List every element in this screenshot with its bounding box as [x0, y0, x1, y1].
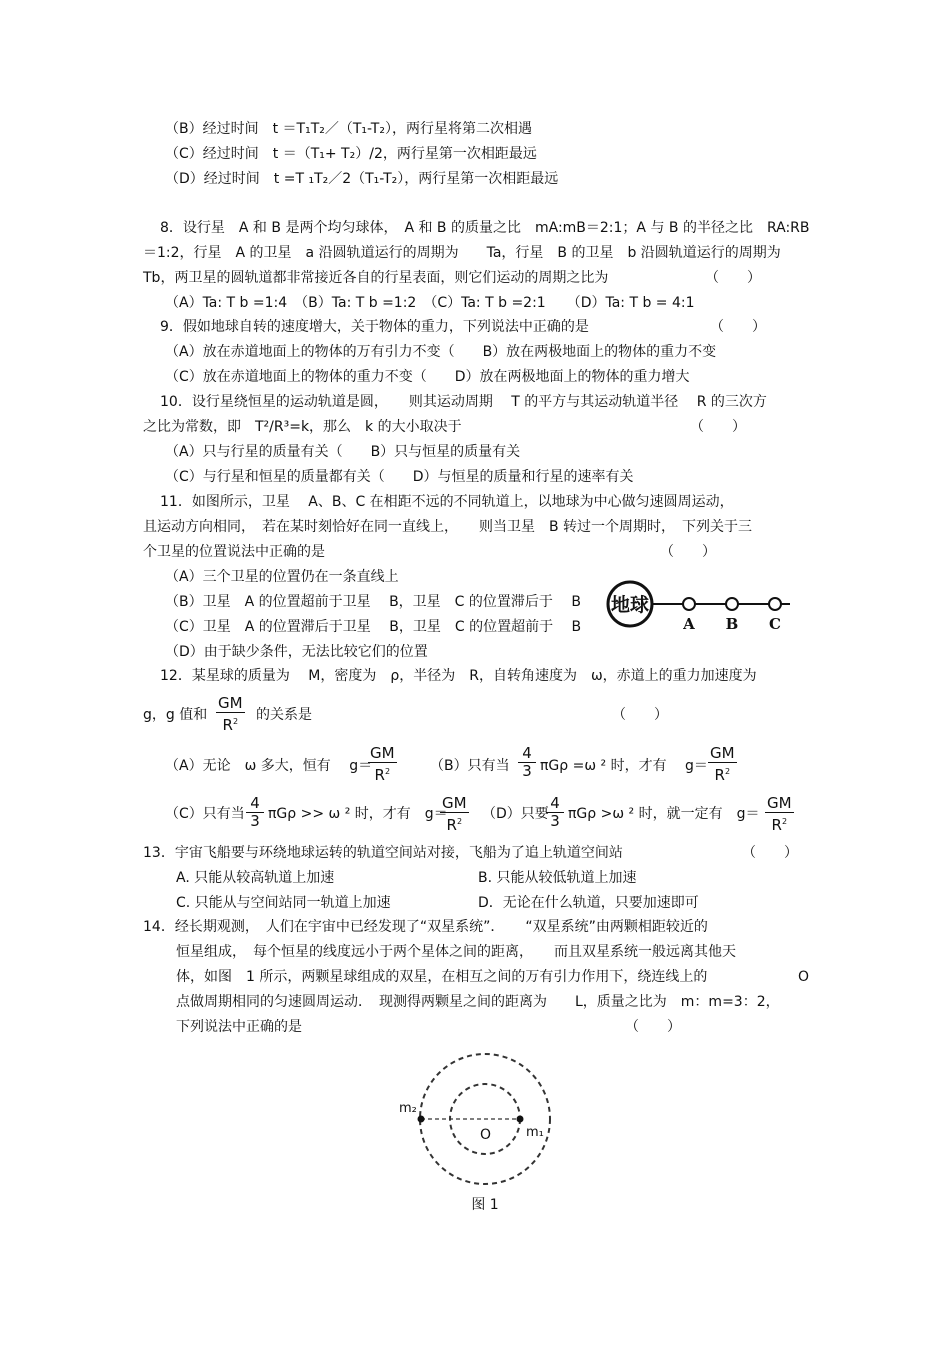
- q12-option-d-frac-4-3: 4 3: [546, 795, 564, 830]
- q12-frac-gm-r2: GM $R^2$: [218, 694, 243, 734]
- satellite-b: [726, 598, 738, 610]
- q12-option-d-frac: GM $R^2$: [767, 794, 792, 834]
- star-m2: [418, 1116, 425, 1123]
- q11-line1: 11．如图所示，卫星 A、B、C 在相距不远的不同轨道上，以地球为中心做匀速圆周运动，: [160, 494, 734, 510]
- q12-g-suffix: 的关系是: [256, 707, 312, 723]
- q14-line1: 14．经长期观测， 人们在宇宙中已经发现了“双星系统”． “双星系统”由两颗相距较近的: [143, 919, 708, 935]
- q10-line1: 10．设行星绕恒星的运动轨道是圆， 则其运动周期 T 的平方与其运动轨道半径 R 的三次方: [160, 394, 767, 410]
- q12-option-b-frac-4-3: 4 3: [518, 745, 536, 780]
- figure-caption: 图 1: [471, 1197, 499, 1213]
- q11-line3: 个卫星的位置说法中正确的是: [143, 544, 325, 560]
- q11-answer-paren: （ ）: [660, 544, 716, 560]
- q14-line3: 体，如图 1 所示，两颗星球组成的双星，在相互之间的万有引力作用下，绕连线上的: [176, 969, 708, 985]
- q14-binary-star-figure: [380, 1050, 580, 1225]
- satellite-c: [769, 598, 781, 610]
- q10-options-cd: （C）与行星和恒星的质量都有关（ D）与恒星的质量和行星的速率有关: [165, 469, 634, 485]
- q12-option-d-prefix: （D）只要: [482, 806, 549, 822]
- q11-option-d: （D）由于缺少条件，无法比较它们的位置: [165, 644, 428, 660]
- q13-option-c: C. 只能从与空间站同一轨道上加速: [176, 895, 391, 911]
- q12-line1: 12．某星球的质量为 M，密度为 ρ，半径为 R，自转角速度为 ω，赤道上的重力加速度为: [160, 668, 757, 684]
- earth-label: 地球: [610, 594, 650, 616]
- label-b: B: [725, 615, 739, 633]
- q13-answer-paren: （ ）: [742, 845, 798, 861]
- q12-option-d-suffix: πGρ >ω ² 时，就一定有 g＝: [568, 806, 760, 822]
- q12-option-b-suffix: πGρ =ω ² 时，才有 g＝: [540, 758, 708, 774]
- q11-satellite-figure: [600, 580, 800, 636]
- q8-line2: ＝1:2，行星 A 的卫星 a 沿圆轨道运行的周期为 Ta，行星 B 的卫星 b 沿圆轨道运行的周期为: [143, 245, 781, 261]
- q8-line1: 8．设行星 A 和 B 是两个均匀球体， A 和 B 的质量之比 mA:mB＝2:1；A 与 B 的半径之比 RA:RB: [160, 220, 810, 236]
- q12-g-prefix: g，g 值和: [143, 707, 208, 723]
- q8-line3: Tb，两卫星的圆轨道都非常接近各自的行星表面，则它们运动的周期之比为: [143, 270, 609, 286]
- q14-line2: 恒星组成， 每个恒星的线度远小于两个星体之间的距离， 而且双星系统一般远离其他天: [176, 944, 736, 960]
- q11-option-a: （A）三个卫星的位置仍在一条直线上: [165, 569, 399, 585]
- q13-option-a: A. 只能从较高轨道上加速: [176, 870, 335, 886]
- q11-option-b: （B）卫星 A 的位置超前于卫星 B，卫星 C 的位置滞后于 B: [165, 594, 581, 610]
- q13-option-d: D．无论在什么轨道，只要加速即可: [478, 895, 699, 911]
- q9-answer-paren: （ ）: [710, 319, 766, 335]
- label-c: C: [769, 615, 781, 633]
- q7-option-c: （C）经过时间 t ＝（T₁+ T₂）/2，两行星第一次相距最远: [165, 146, 537, 162]
- q12-option-b-frac: GM $R^2$: [710, 744, 735, 784]
- q7-option-b: （B）经过时间 t ＝T₁T₂／（T₁-T₂），两行星将第二次相遇: [165, 121, 532, 137]
- label-a: A: [683, 615, 695, 633]
- label-m1: m₁: [526, 1125, 544, 1140]
- q9-options-ab: （A）放在赤道地面上的物体的万有引力不变（ B）放在两极地面上的物体的重力不变: [165, 344, 717, 360]
- q8-options: （A）Ta: T b =1:4 （B）Ta: T b =1:2 （C）Ta: T b =2:1 （D）Ta: T b = 4:1: [165, 295, 695, 311]
- q10-options-ab: （A）只与行星的质量有关（ B）只与恒星的质量有关: [165, 444, 521, 460]
- star-m1: [517, 1116, 524, 1123]
- q12-option-c-frac: GM $R^2$: [442, 794, 467, 834]
- q13-stem: 13．宇宙飞船要与环绕地球运转的轨道空间站对接，飞船为了追上轨道空间站: [143, 845, 623, 861]
- q14-answer-paren: （ ）: [625, 1019, 681, 1035]
- q9-options-cd: （C）放在赤道地面上的物体的重力不变（ D）放在两极地面上的物体的重力增大: [165, 369, 690, 385]
- q13-option-b: B. 只能从较低轨道上加速: [478, 870, 637, 886]
- q12-option-c-prefix: （C）只有当: [165, 806, 245, 822]
- q12-answer-paren: （ ）: [612, 707, 668, 723]
- q7-option-d: （D）经过时间 t =T ₁T₂／2（T₁-T₂），两行星第一次相距最远: [165, 171, 559, 187]
- q10-answer-paren: （ ）: [690, 419, 746, 435]
- q9-stem: 9．假如地球自转的速度增大，关于物体的重力，下列说法中正确的是: [160, 319, 589, 335]
- q14-line5: 下列说法中正确的是: [176, 1019, 302, 1035]
- q14-line4: 点做周期相同的匀速圆周运动． 现测得两颗星之间的距离为 L，质量之比为 m：m=3：2，: [176, 994, 780, 1010]
- q8-answer-paren: （ ）: [705, 270, 761, 286]
- q12-option-c-suffix: πGρ >> ω ² 时，才有 g＝: [268, 806, 448, 822]
- q10-line2: 之比为常数，即 T²/R³=k，那么 k 的大小取决于: [143, 419, 462, 435]
- satellite-a: [683, 598, 695, 610]
- q12-option-b-prefix: （B）只有当: [430, 758, 510, 774]
- label-o: O: [480, 1127, 492, 1143]
- q14-line3-o: O: [798, 969, 810, 985]
- q12-option-a-frac: GM $R^2$: [370, 744, 395, 784]
- q12-option-c-frac-4-3: 4 3: [246, 795, 264, 830]
- label-m2: m₂: [399, 1101, 417, 1116]
- q11-line2: 且运动方向相同， 若在某时刻恰好在同一直线上， 则当卫星 B 转过一个周期时， 下列关于三: [143, 519, 753, 535]
- q12-option-a: （A）无论 ω 多大，恒有 g＝: [165, 758, 373, 774]
- q11-option-c: （C）卫星 A 的位置滞后于卫星 B，卫星 C 的位置超前于 B: [165, 619, 582, 635]
